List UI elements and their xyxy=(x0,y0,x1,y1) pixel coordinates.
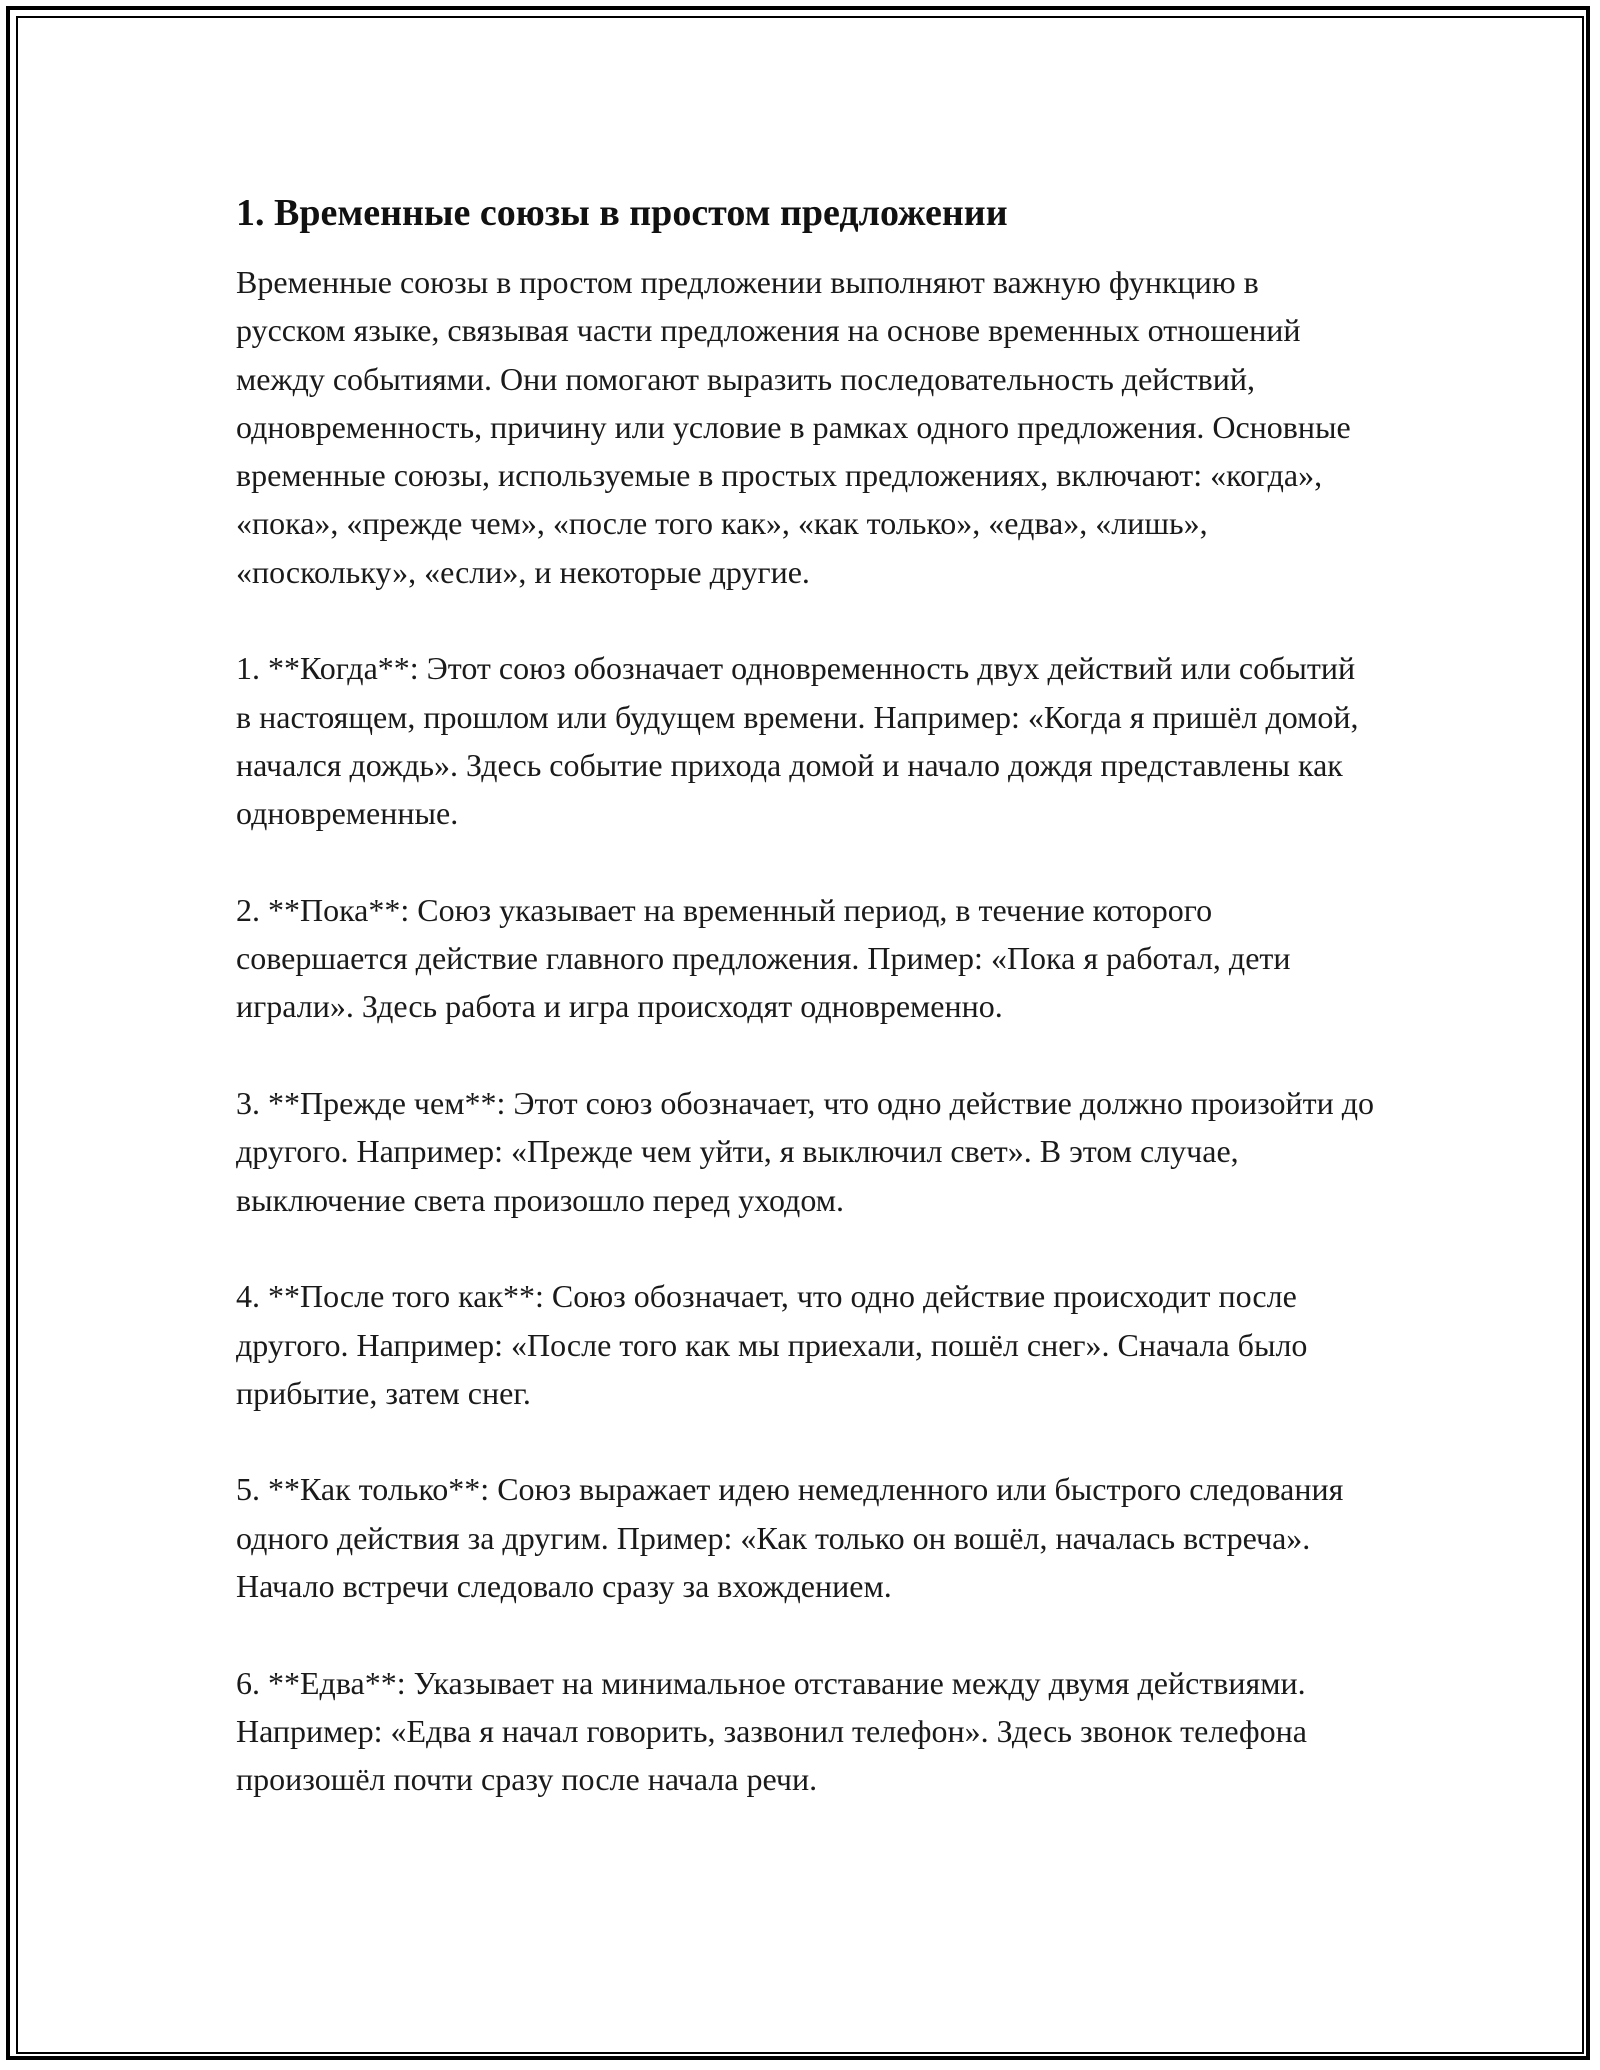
paragraph-poka: 2. **Пока**: Союз указывает на временный период, в течение которого совершается действие главного предложения. Пример: «Пока я работал, дети играли». Здесь работа и игра происходят одновременно. xyxy=(236,891,1291,1025)
intro-paragraph: Временные союзы в простом предложении выполняют важную функцию в русском языке, связывая части предложения на основе временных отношений между событиями. Они помогают выразить последовательность действий, одновременность, причину или условие в рамках одного предложения. Основные временные союзы, используемые в простых предложениях, включают: «когда», «пока», «прежде чем», «после того как», «как только», «едва», «лишь», «поскольку», «если», и некоторые другие. xyxy=(236,264,1351,590)
paragraph-edva: 6. **Едва**: Указывает на минимальное отставание между двумя действиями. Например: «Едва я начал говорить, зазвонил телефон». Здесь звонок телефона произошёл почти сразу после начала речи. xyxy=(236,1664,1307,1798)
paragraph-posle-togo-kak: 4. **После того как**: Союз обозначает, что одно действие происходит после другого. Например: «После того как мы приехали, пошёл снег». Сначала было прибытие, затем снег. xyxy=(236,1278,1308,1411)
paragraph-prezhde-chem: 3. **Прежде чем**: Этот союз обозначает, что одно действие должно произойти до другого. Например: «Прежде чем уйти, я выключил свет». В этом случае, выключение света произошло перед уходом. xyxy=(236,1085,1375,1218)
paragraph-kak-tolko: 5. **Как только**: Союз выражает идею немедленного или быстрого следования одного действия за другим. Пример: «Как только он вошёл, началась встреча». Начало встречи следовало сразу за вхождением. xyxy=(236,1471,1344,1605)
document-body xyxy=(236,188,1376,1804)
section-heading: 1. Временные союзы в простом предложении xyxy=(236,192,1008,234)
paragraph-kogda: 1. **Когда**: Этот союз обозначает одновременность двух действий или событий в настоящем, прошлом или будущем времени. Например: «Когда я пришёл домой, начался дождь». Здесь событие прихода домой и начало дождя представлены как одновременные. xyxy=(236,650,1359,832)
